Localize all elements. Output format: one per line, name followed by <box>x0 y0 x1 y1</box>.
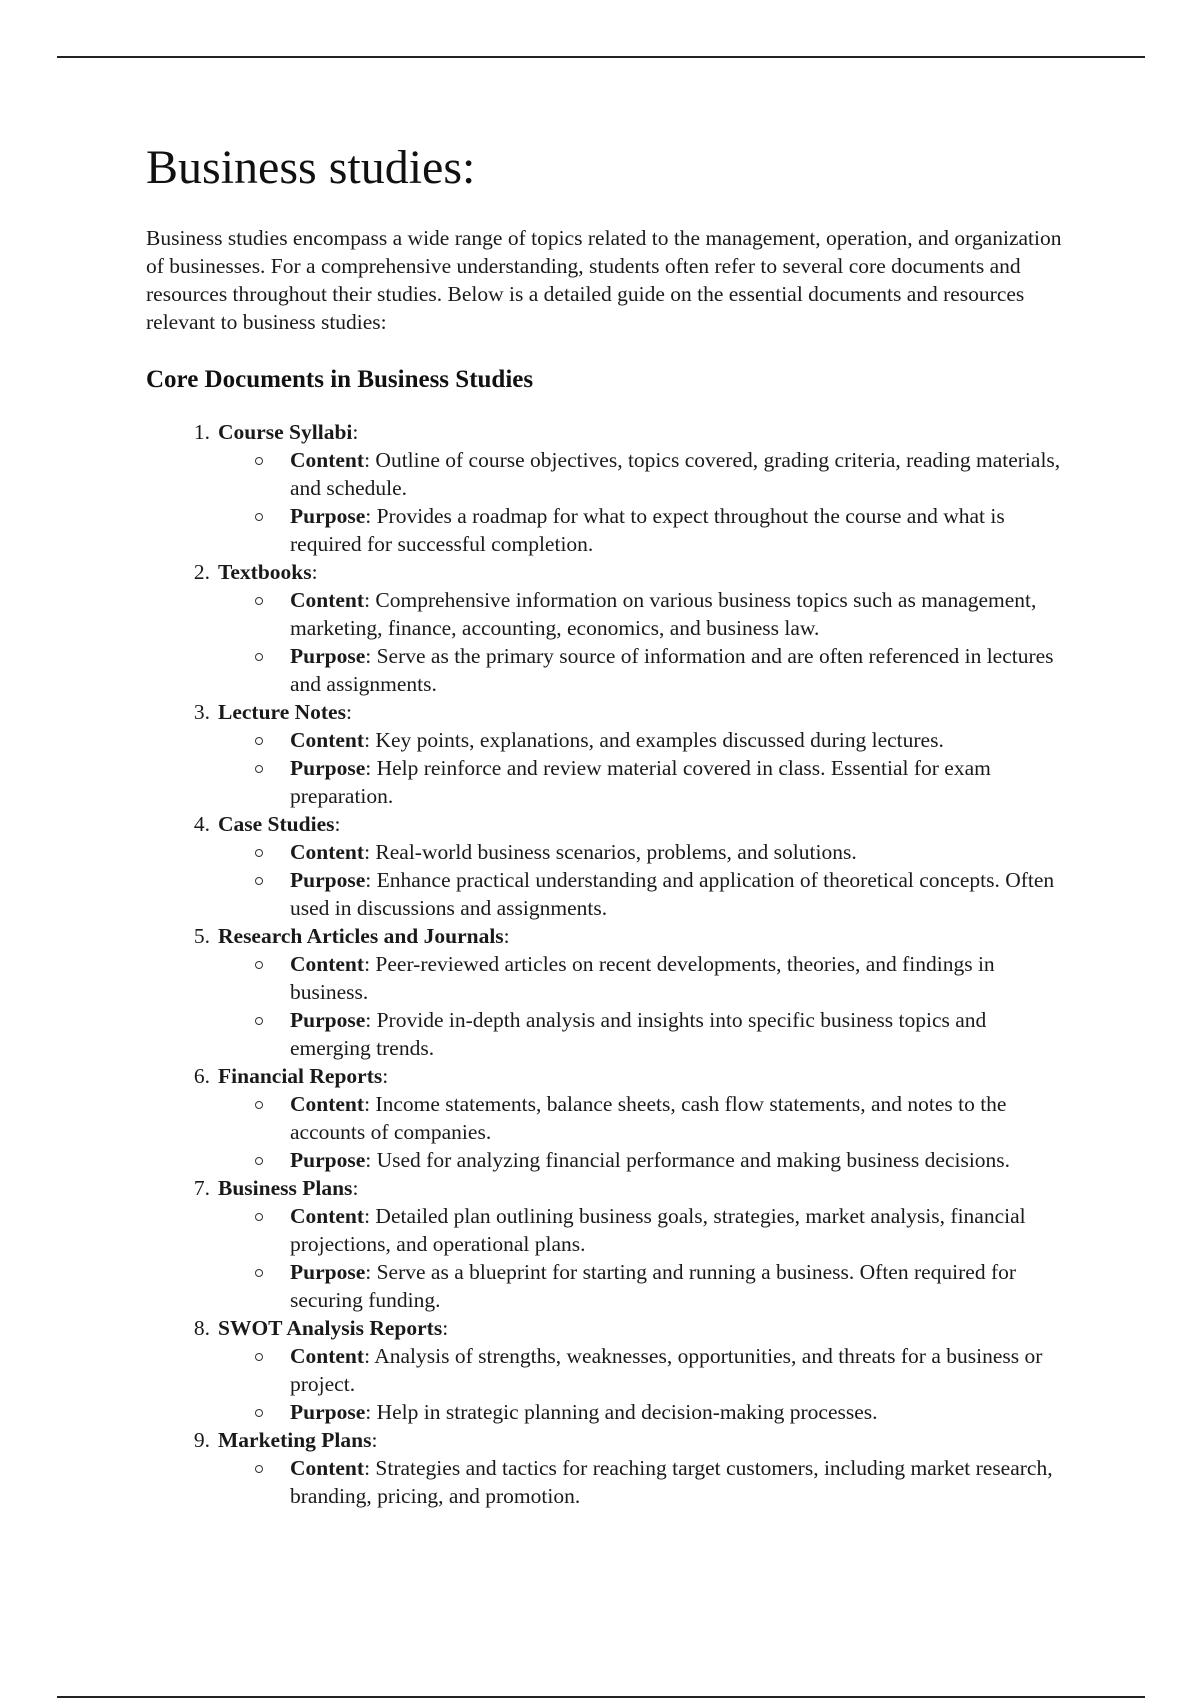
sub-item-content <box>218 446 1066 502</box>
sub-list <box>218 838 1066 922</box>
circle-bullet-icon <box>255 1353 263 1361</box>
sub-label-content: Content <box>290 448 365 472</box>
sub-text-purpose: : Help reinforce and review material covered in class. Essential for exam preparation. <box>290 756 991 808</box>
item-heading: Case Studies: <box>218 812 341 836</box>
circle-bullet-icon <box>255 849 263 857</box>
item-number: 3. <box>193 700 210 724</box>
sub-list <box>218 726 1066 810</box>
item-number: 6. <box>193 1064 210 1088</box>
sub-item-content <box>218 950 1066 1006</box>
sub-label-content: Content <box>290 1092 365 1116</box>
sub-text-purpose: : Help in strategic planning and decision-making processes. <box>365 1400 878 1424</box>
item-name: SWOT Analysis Reports <box>218 1316 443 1340</box>
circle-bullet-icon <box>255 877 263 885</box>
item-heading: Textbooks: <box>218 560 318 584</box>
circle-bullet-icon <box>255 457 263 465</box>
sub-text-content: : Key points, explanations, and examples discussed during lectures. <box>364 728 944 752</box>
item-heading: Business Plans: <box>218 1176 359 1200</box>
item-heading: SWOT Analysis Reports: <box>218 1316 449 1340</box>
sub-list <box>218 586 1066 698</box>
item-heading: Marketing Plans: <box>218 1428 378 1452</box>
sub-item-purpose <box>218 1006 1066 1062</box>
sub-item-purpose <box>218 1258 1066 1314</box>
item-name: Business Plans <box>218 1176 353 1200</box>
section-heading: Core Documents in Business Studies <box>146 366 534 393</box>
sub-label-content: Content <box>290 728 365 752</box>
sub-label-purpose: Purpose <box>290 1260 366 1284</box>
sub-text-content: : Analysis of strengths, weaknesses, opportunities, and threats for a business or project. <box>290 1344 1043 1396</box>
sub-text-purpose: : Used for analyzing financial performance and making business decisions. <box>365 1148 1011 1172</box>
list-item <box>146 1426 1066 1510</box>
sub-label-content: Content <box>290 588 365 612</box>
sub-item-content <box>218 1202 1066 1258</box>
sub-list <box>218 1454 1066 1510</box>
list-item <box>146 1062 1066 1174</box>
sub-label-purpose: Purpose <box>290 504 366 528</box>
sub-item-purpose <box>218 1146 1066 1174</box>
sub-text-content: : Comprehensive information on various business topics such as management, marketing, finance, accounting, economics, and business law. <box>290 588 1037 640</box>
circle-bullet-icon <box>255 653 263 661</box>
sub-label-purpose: Purpose <box>290 1400 366 1424</box>
circle-bullet-icon <box>255 1101 263 1109</box>
sub-item-content <box>218 1454 1066 1510</box>
sub-list <box>218 1202 1066 1314</box>
page-content <box>146 140 1066 1510</box>
sub-label-purpose: Purpose <box>290 1008 366 1032</box>
item-number: 5. <box>193 924 210 948</box>
circle-bullet-icon <box>255 513 263 521</box>
sub-label-purpose: Purpose <box>290 868 366 892</box>
item-heading: Course Syllabi: <box>218 420 359 444</box>
item-number: 4. <box>193 812 210 836</box>
sub-text-content: : Detailed plan outlining business goals, strategies, market analysis, financial projections, and operational plans. <box>290 1204 1026 1256</box>
sub-item-content <box>218 838 1066 866</box>
sub-item-purpose <box>218 642 1066 698</box>
sub-label-content: Content <box>290 840 365 864</box>
item-name: Lecture Notes <box>218 700 346 724</box>
sub-item-content <box>218 586 1066 642</box>
sub-list <box>218 1090 1066 1174</box>
documents-list <box>146 418 1066 1510</box>
item-number: 9. <box>193 1428 210 1452</box>
list-item <box>146 1174 1066 1314</box>
item-name: Financial Reports <box>218 1064 383 1088</box>
item-name: Case Studies <box>218 812 335 836</box>
page-title: Business studies: <box>146 141 476 194</box>
sub-label-content: Content <box>290 952 365 976</box>
sub-item-content <box>218 726 1066 754</box>
item-name: Research Articles and Journals <box>218 924 504 948</box>
list-item <box>146 810 1066 922</box>
sub-label-content: Content <box>290 1204 365 1228</box>
list-item <box>146 698 1066 810</box>
item-number: 1. <box>193 420 210 444</box>
list-item <box>146 1314 1066 1426</box>
sub-text-content: : Outline of course objectives, topics covered, grading criteria, reading materials, and schedule. <box>290 448 1061 500</box>
sub-text-purpose: : Enhance practical understanding and application of theoretical concepts. Often used in discussions and assignments. <box>290 868 1055 920</box>
sub-text-purpose: : Serve as a blueprint for starting and running a business. Often required for securing funding. <box>290 1260 1017 1312</box>
sub-list <box>218 446 1066 558</box>
list-item <box>146 558 1066 698</box>
sub-item-purpose <box>218 502 1066 558</box>
bottom-rule <box>57 1696 1145 1698</box>
sub-item-content <box>218 1090 1066 1146</box>
item-heading: Financial Reports: <box>218 1064 389 1088</box>
sub-item-purpose <box>218 866 1066 922</box>
sub-text-content: : Peer-reviewed articles on recent developments, theories, and findings in business. <box>290 952 995 1004</box>
item-number: 8. <box>193 1316 210 1340</box>
sub-list <box>218 1342 1066 1426</box>
item-number: 2. <box>193 560 210 584</box>
top-rule <box>57 56 1145 58</box>
item-name: Marketing Plans <box>218 1428 372 1452</box>
list-item <box>146 922 1066 1062</box>
circle-bullet-icon <box>255 1017 263 1025</box>
sub-text-content: : Strategies and tactics for reaching target customers, including market research, branding, pricing, and promotion. <box>290 1456 1053 1508</box>
sub-text-content: : Real-world business scenarios, problems, and solutions. <box>364 840 857 864</box>
intro-paragraph: Business studies encompass a wide range of topics related to the management, operation, and organization of businesses. For a comprehensive understanding, students often refer to several core documents and resources throughout their studies. Below is a detailed guide on the essential documents and resources relevant to business studies: <box>146 226 1062 334</box>
circle-bullet-icon <box>255 765 263 773</box>
circle-bullet-icon <box>255 597 263 605</box>
list-item <box>146 418 1066 558</box>
sub-text-purpose: : Provide in-depth analysis and insights into specific business topics and emerging trends. <box>290 1008 987 1060</box>
sub-item-content <box>218 1342 1066 1398</box>
circle-bullet-icon <box>255 1409 263 1417</box>
sub-item-purpose <box>218 754 1066 810</box>
sub-label-content: Content <box>290 1344 365 1368</box>
item-heading: Research Articles and Journals: <box>218 924 510 948</box>
circle-bullet-icon <box>255 1465 263 1473</box>
sub-label-purpose: Purpose <box>290 644 366 668</box>
sub-label-purpose: Purpose <box>290 1148 366 1172</box>
item-name: Course Syllabi <box>218 420 353 444</box>
sub-text-content: : Income statements, balance sheets, cash flow statements, and notes to the accounts of companies. <box>290 1092 1007 1144</box>
circle-bullet-icon <box>255 961 263 969</box>
sub-label-purpose: Purpose <box>290 756 366 780</box>
circle-bullet-icon <box>255 1157 263 1165</box>
sub-item-purpose <box>218 1398 1066 1426</box>
circle-bullet-icon <box>255 1269 263 1277</box>
item-heading: Lecture Notes: <box>218 700 352 724</box>
sub-list <box>218 950 1066 1062</box>
circle-bullet-icon <box>255 1213 263 1221</box>
sub-text-purpose: : Provides a roadmap for what to expect throughout the course and what is required for successful completion. <box>290 504 1005 556</box>
item-number: 7. <box>193 1176 210 1200</box>
circle-bullet-icon <box>255 737 263 745</box>
sub-label-content: Content <box>290 1456 365 1480</box>
sub-text-purpose: : Serve as the primary source of information and are often referenced in lectures and assignments. <box>290 644 1054 696</box>
item-name: Textbooks <box>218 560 312 584</box>
